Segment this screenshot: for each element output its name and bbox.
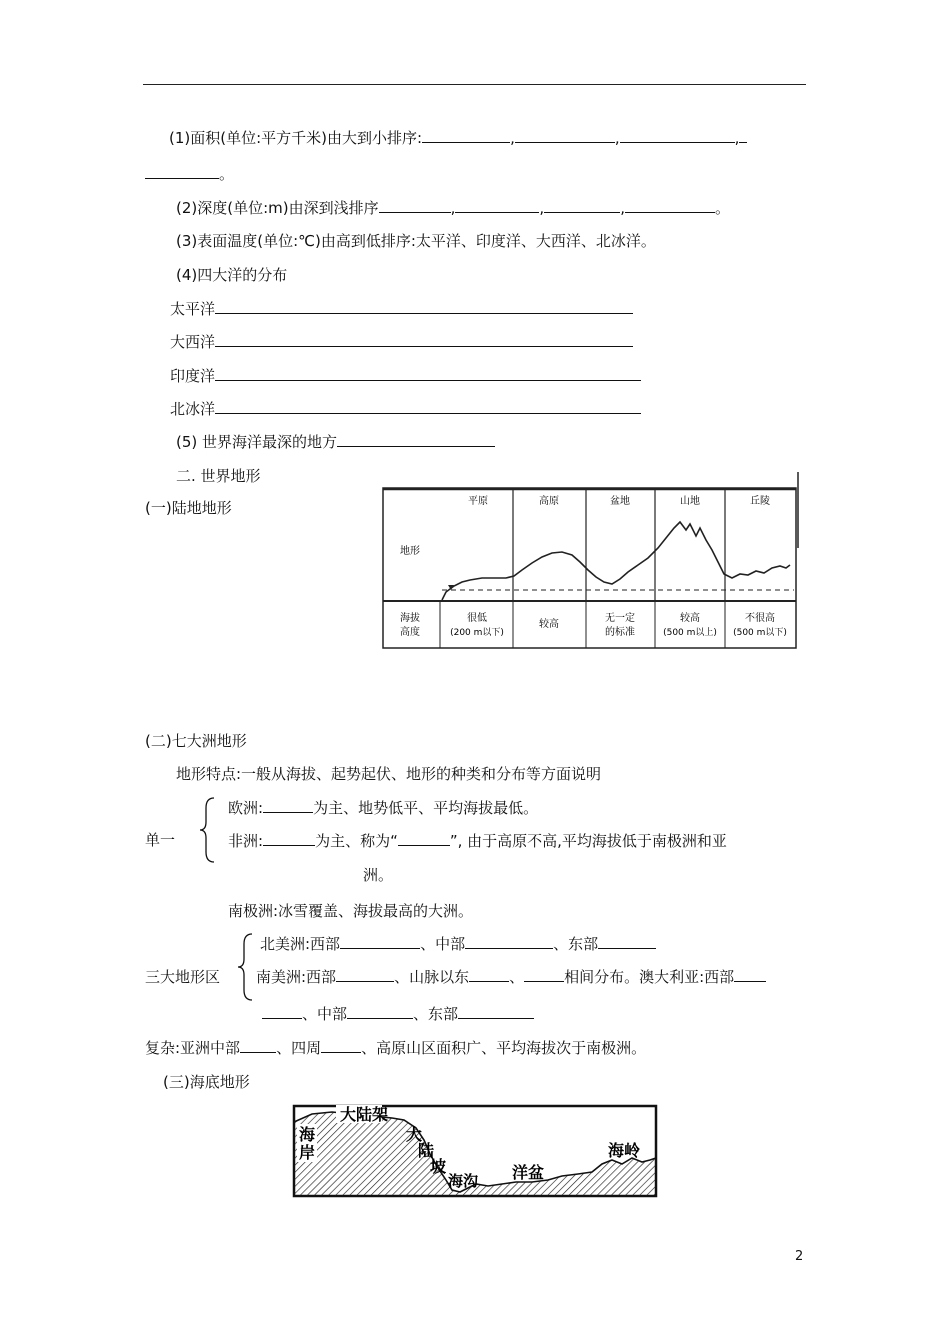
ocean-name: 印度洋 (170, 367, 216, 385)
blank[interactable] (544, 198, 620, 213)
complex-text: 复杂:亚洲中部 (145, 1039, 241, 1057)
label-basin: 洋盆 (512, 1163, 545, 1182)
question-2 (176, 198, 730, 218)
label-coast: 岸 (299, 1143, 316, 1162)
blank[interactable] (625, 198, 715, 213)
elevation-cell: (500 m以下) (733, 628, 787, 638)
elevation-cell: 很低 (467, 613, 487, 624)
blank[interactable] (620, 128, 735, 143)
elevation-cell: 的标准 (605, 627, 635, 638)
separator: , (539, 199, 545, 217)
label-slope: 大 (406, 1125, 423, 1144)
blank[interactable] (215, 299, 633, 314)
blank[interactable] (379, 198, 451, 213)
ocean-name: 大西洋 (170, 333, 216, 351)
three-label: 三大地形区 (145, 968, 221, 986)
label-ridge: 海岭 (608, 1141, 641, 1160)
ocean-name: 太平洋 (170, 300, 216, 318)
ocean-line-arctic (170, 399, 641, 419)
complex-text: 、高原山区面积广、平均海拔次于南极洲。 (361, 1039, 647, 1057)
header-rule (143, 84, 806, 85)
label-trench: 海沟 (448, 1172, 479, 1190)
blank[interactable] (263, 831, 315, 846)
question-1 (169, 128, 747, 148)
blank[interactable] (215, 399, 641, 414)
blank[interactable] (469, 967, 509, 982)
africa-line (228, 831, 727, 851)
blank[interactable] (455, 198, 539, 213)
sa-line (256, 967, 766, 987)
label-shelf: 大陆架 (340, 1105, 389, 1124)
blank[interactable] (398, 831, 450, 846)
ocean-name: 北冰洋 (170, 400, 216, 418)
sa-text: 、中部 (302, 1005, 348, 1023)
separator: , (450, 199, 456, 217)
sa-text: 、山脉以东 (394, 968, 470, 986)
africa-text: 为主、称为“ (315, 832, 398, 850)
separator: , (614, 129, 620, 147)
complex-text: 、四周 (276, 1039, 322, 1057)
blank[interactable] (145, 164, 219, 179)
seven-title: (二)七大洲地形 (145, 732, 247, 750)
sa-cont (262, 1004, 534, 1024)
blank[interactable] (215, 366, 641, 381)
separator: , (620, 199, 625, 217)
ocean-line-indian (170, 366, 641, 386)
blank[interactable] (263, 798, 313, 813)
blank[interactable] (598, 934, 656, 949)
elevation-cell: (500 m以上) (663, 628, 717, 638)
seven-intro: 地形特点:一般从海拔、起势起伏、地形的种类和分布等方面说明 (176, 765, 602, 783)
q5-text: (5) 世界海洋最深的地方 (176, 433, 338, 451)
separator: , (510, 129, 515, 147)
col-header: 盆地 (610, 496, 630, 507)
seabed-title: (三)海底地形 (163, 1073, 250, 1091)
africa-text: ”, 由于高原不高,平均海拔低于南极洲和亚 (449, 832, 727, 850)
row-label: 高度 (400, 627, 420, 638)
blank[interactable] (240, 1038, 276, 1053)
q2-text: (2)深度(单位:m)由深到浅排序 (176, 199, 379, 217)
blank[interactable] (422, 128, 510, 143)
na-line (260, 934, 656, 954)
blank[interactable] (515, 128, 615, 143)
elevation-cell: 较高 (680, 613, 700, 624)
blank[interactable] (347, 1004, 413, 1019)
antarctica-line: 南极洲:冰雪覆盖、海拔最高的大洲。 (228, 902, 474, 920)
label-slope: 陆 (418, 1141, 435, 1160)
europe-text: 为主、地势低平、平均海拔最低。 (313, 799, 539, 817)
label-slope: 坡 (430, 1157, 447, 1176)
sa-text: 、东部 (413, 1005, 459, 1023)
single-label: 单一 (145, 831, 176, 849)
section-title: 二. 世界地形 (176, 467, 261, 485)
elevation-cell: 无一定 (605, 613, 635, 624)
q1-text: (1)面积(单位:平方千米)由大到小排序: (169, 129, 423, 147)
row-label: 地形 (400, 546, 420, 557)
blank[interactable] (337, 432, 495, 447)
africa-cont: 洲。 (363, 866, 394, 884)
sa-text: 南美洲:西部 (256, 968, 337, 986)
blank[interactable] (262, 1004, 302, 1019)
blank[interactable] (336, 967, 394, 982)
blank[interactable] (739, 128, 747, 143)
col-header: 山地 (680, 496, 700, 507)
land-title: (一)陆地地形 (145, 499, 232, 517)
blank[interactable] (458, 1004, 534, 1019)
europe-label: 欧洲: (228, 799, 264, 817)
question-5 (176, 432, 495, 452)
blank[interactable] (734, 967, 766, 982)
period: 。 (714, 199, 730, 217)
question-1-cont (145, 164, 234, 184)
blank[interactable] (215, 332, 633, 347)
brace-single (198, 796, 218, 864)
row-label: 海拔 (400, 613, 420, 624)
blank[interactable] (321, 1038, 361, 1053)
blank[interactable] (340, 934, 420, 949)
na-text: 、东部 (553, 935, 599, 953)
col-header: 丘陵 (750, 496, 770, 507)
complex-line (145, 1038, 646, 1058)
blank[interactable] (524, 967, 564, 982)
diagram-frame (383, 488, 796, 648)
label-coast: 海 (299, 1125, 316, 1144)
question-3: (3)表面温度(单位:℃)由高到低排序:太平洋、印度洋、大西洋、北冰洋。 (176, 232, 656, 250)
land-terrain-diagram (382, 470, 802, 650)
page-number: 2 (795, 1249, 804, 1264)
ocean-line-pacific (170, 299, 633, 319)
seabed-diagram (292, 1104, 660, 1200)
col-header: 高原 (539, 496, 559, 507)
europe-line (228, 798, 538, 818)
africa-label: 非洲: (228, 832, 264, 850)
na-text: 、中部 (420, 935, 466, 953)
blank[interactable] (465, 934, 553, 949)
period: 。 (219, 165, 235, 183)
elevation-cell: 不很高 (745, 613, 775, 624)
brace-three (236, 932, 256, 1002)
na-text: 北美洲:西部 (260, 935, 341, 953)
col-header: 平原 (468, 496, 488, 507)
terrain-profile (442, 522, 790, 600)
elevation-cell: 较高 (539, 619, 559, 630)
separator: , (734, 129, 740, 147)
question-4: (4)四大洋的分布 (176, 266, 288, 284)
elevation-cell: (200 m以下) (450, 628, 504, 638)
sa-text: 相间分布。澳大利亚:西部 (564, 968, 735, 986)
sa-text: 、 (509, 968, 525, 986)
ocean-line-atlantic (170, 332, 633, 352)
